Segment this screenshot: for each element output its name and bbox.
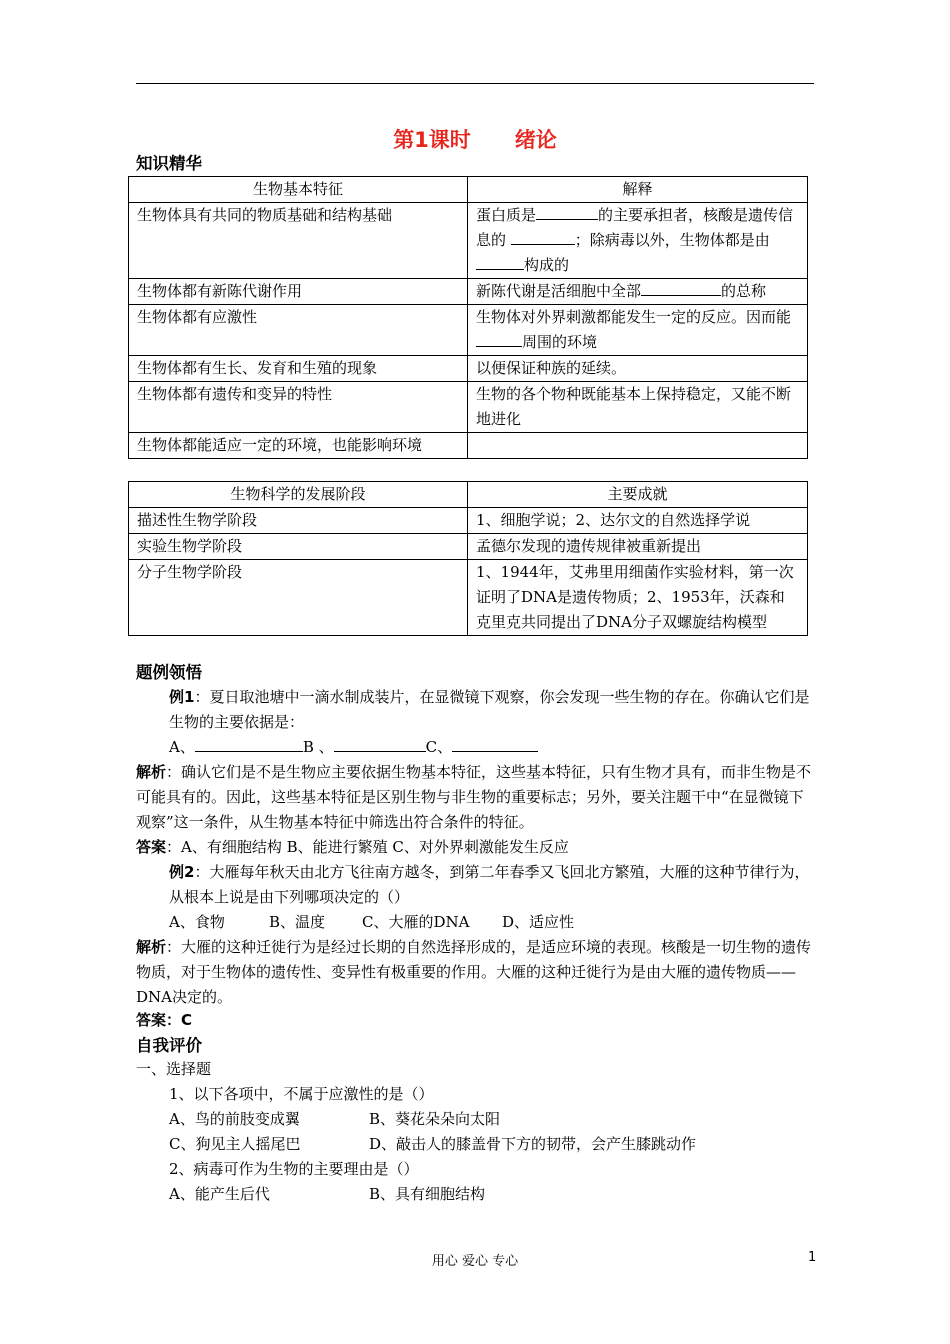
table-cell: 生物的各个物种既能基本上保持稳定，又能不断地进化 xyxy=(468,382,808,433)
table-cell: 蛋白质是 的主要承担者，核酸是遗传信息的 ；除病毒以外，生物体都是由构成的 xyxy=(468,203,808,279)
table-row xyxy=(129,203,808,279)
table-header-cell: 主要成就 xyxy=(468,482,808,508)
question-1-options-ab: A、鸟的前肢变成翼 B、葵花朵朵向太阳 xyxy=(169,1110,501,1128)
section-examples: 题例领悟 xyxy=(136,663,202,682)
table-cell: 生物体都有新陈代谢作用 xyxy=(129,279,468,305)
part-heading: 一、选择题 xyxy=(136,1060,212,1078)
table-cell: 1、细胞学说；2、达尔文的自然选择学说 xyxy=(468,508,808,534)
table-row xyxy=(129,382,808,433)
fill-blank xyxy=(334,735,426,752)
fill-blank xyxy=(195,735,303,752)
example-label: 例1 xyxy=(169,688,195,706)
table-cell: 生物体都有应激性 xyxy=(129,305,468,356)
table-row xyxy=(129,356,808,382)
table-header-row xyxy=(129,177,808,203)
question-2-stem: 2、病毒可作为生物的主要理由是（） xyxy=(169,1160,419,1178)
title-topic: 绪论 xyxy=(514,128,557,152)
table-cell: 生物体具有共同的物质基础和结构基础 xyxy=(129,203,468,279)
fill-blank xyxy=(641,279,721,296)
table-cell xyxy=(468,433,808,459)
answer-1 xyxy=(136,835,816,860)
table-cell: 生物体都能适应一定的环境，也能影响环境 xyxy=(129,433,468,459)
table-header-cell: 生物科学的发展阶段 xyxy=(129,482,468,508)
title-lesson: 第1课时 xyxy=(393,128,471,152)
answer-label: 答案 xyxy=(136,838,167,856)
header-rule xyxy=(136,83,814,84)
questions xyxy=(136,1057,816,1207)
table-cell: 生物体都有遗传和变异的特性 xyxy=(129,382,468,433)
fill-blank xyxy=(476,253,524,270)
analysis-label: 解析 xyxy=(136,938,167,956)
fill-blank xyxy=(536,203,598,220)
features-table xyxy=(128,176,808,459)
table-row xyxy=(129,560,808,636)
section-knowledge: 知识精华 xyxy=(136,154,202,173)
table-cell: 新陈代谢是活细胞中全部 的总称 xyxy=(468,279,808,305)
table-row xyxy=(129,508,808,534)
answer-text: ：A、有细胞结构 B、能进行繁殖 C、对外界刺激能发生反应 xyxy=(166,838,569,856)
example-text: ：大雁每年秋天由北方飞往南方越冬，到第二年春季又飞回北方繁殖，大雁的这种节律行为，从根本上说是由下列哪项决定的（） xyxy=(169,863,810,906)
table-header-row xyxy=(129,482,808,508)
answer-2 xyxy=(136,1008,816,1033)
page-footer: 用心 爱心 专心 xyxy=(431,1254,519,1269)
example-label: 例2 xyxy=(169,863,195,881)
table-cell: 生物体都有生长、发育和生殖的现象 xyxy=(129,356,468,382)
fill-blank xyxy=(511,228,575,245)
analysis-1 xyxy=(136,760,816,835)
table-row xyxy=(129,433,808,459)
example-1-options: A、 B 、 C、 xyxy=(136,735,816,760)
table-header-cell: 解释 xyxy=(468,177,808,203)
example-1 xyxy=(136,685,816,760)
example-2 xyxy=(136,860,816,935)
analysis-text: ：大雁的这种迁徙行为是经过长期的自然选择形成的，是适应环境的表现。核酸是一切生物的遗传物质，对于生物体的遗传性、变异性有极重要的作用。大雁的这种迁徙行为是由大雁的遗传物质——DNA决定的。 xyxy=(136,938,812,1006)
question-1-options-cd: C、狗见主人摇尾巴 D、敲击人的膝盖骨下方的韧带，会产生膝跳动作 xyxy=(169,1135,697,1153)
section-self-evaluation: 自我评价 xyxy=(136,1036,202,1055)
answer-text: ：C xyxy=(166,1011,193,1029)
table-cell: 分子生物学阶段 xyxy=(129,560,468,636)
table-cell: 1、1944年，艾弗里用细菌作实验材料，第一次证明了DNA是遗传物质；2、1953年，沃森和克里克共同提出了DNA分子双螺旋结构模型 xyxy=(468,560,808,636)
table-row xyxy=(129,279,808,305)
analysis-text: ：确认它们是不是生物应主要依据生物基本特征，这些基本特征，只有生物才具有，而非生物是不可能具有的。因此，这些基本特征是区别生物与非生物的重要标志；另外，要关注题干中“在显微镜下观察”这一条件，从生物基本特征中筛选出符合条件的特征。 xyxy=(136,763,812,831)
table-header-cell: 生物基本特征 xyxy=(129,177,468,203)
table-row xyxy=(129,305,808,356)
analysis-label: 解析 xyxy=(136,763,167,781)
table-cell: 实验生物学阶段 xyxy=(129,534,468,560)
answer-label: 答案 xyxy=(136,1011,167,1029)
development-table xyxy=(128,481,808,636)
fill-blank xyxy=(452,735,538,752)
page-number: 1 xyxy=(808,1250,817,1265)
table-cell: 孟德尔发现的遗传规律被重新提出 xyxy=(468,534,808,560)
table-row xyxy=(129,534,808,560)
question-2-options: A、能产生后代 B、具有细胞结构 xyxy=(169,1185,486,1203)
analysis-2 xyxy=(136,935,816,1010)
example-text: ：夏日取池塘中一滴水制成装片，在显微镜下观察，你会发现一些生物的存在。你确认它们是生物的主要依据是： xyxy=(169,688,810,731)
table-cell: 以便保证种族的延续。 xyxy=(468,356,808,382)
example-2-options: A、食物 B、温度 C、大雁的DNA D、适应性 xyxy=(169,913,575,931)
table-cell: 描述性生物学阶段 xyxy=(129,508,468,534)
table-cell: 生物体对外界刺激都能发生一定的反应。因而能周围的环境 xyxy=(468,305,808,356)
question-1-stem: 1、以下各项中，不属于应激性的是（） xyxy=(169,1085,434,1103)
fill-blank xyxy=(476,330,522,347)
